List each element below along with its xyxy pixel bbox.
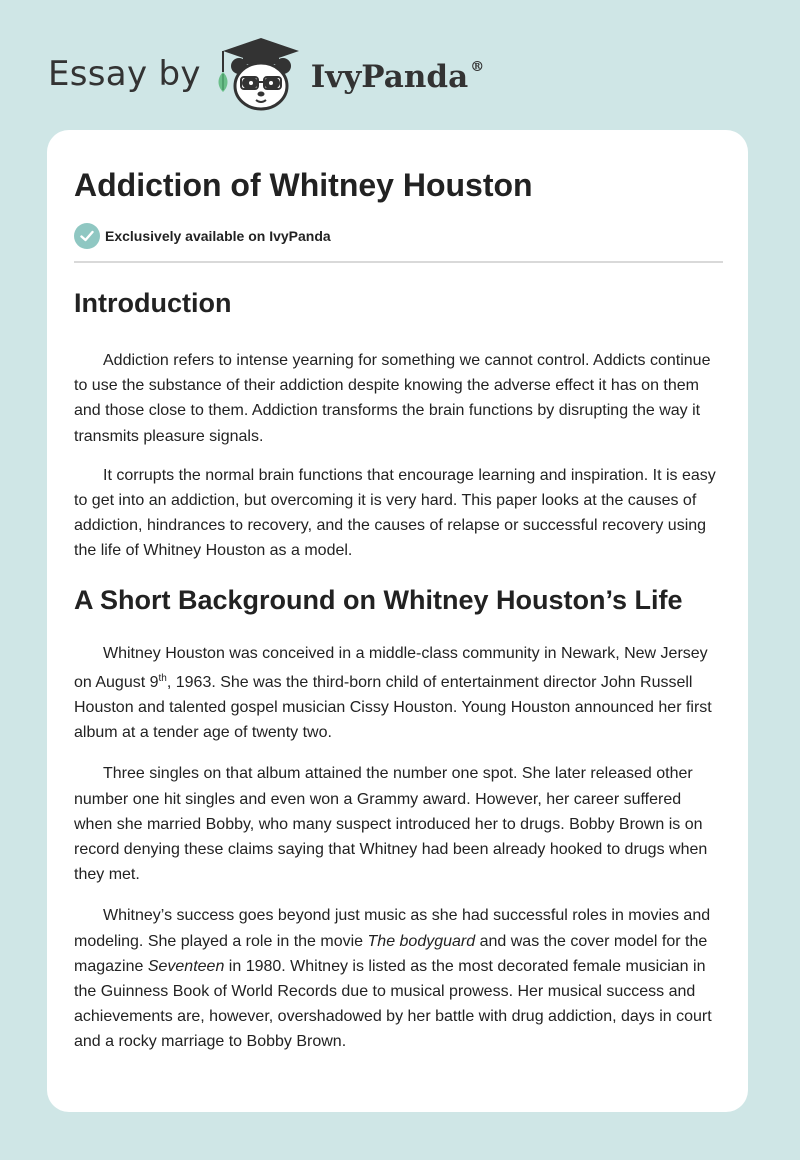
brand-name-text: IvyPanda [310, 59, 469, 95]
paragraph: Three singles on that album attained the number one spot. She later released other number one hit singles and even won a Grammy award. However, her career suffered when she married Bobby, who many suspect introduced her to drugs. Bobby Brown is on record denying these claims saying that Whitney had been already hooked to drugs when they met. [74, 765, 708, 884]
registered-mark: ® [470, 59, 485, 75]
brand-header [48, 34, 484, 114]
panda-logo-icon[interactable] [215, 34, 307, 114]
paragraph-text: Whitney’s success goes beyond just music as she had successful roles in movies and modeling. She played a role in the movie [74, 907, 711, 950]
paragraph [74, 903, 722, 1054]
section-heading-introduction: Introduction [74, 288, 232, 318]
paragraph: It corrupts the normal brain functions that encourage learning and inspiration. It is easy to get into an addiction, but overcoming it is very hard. This paper looks at the causes of addiction, hindrances to recovery, and the causes of relapse or successful recovery using the life of Whitney Houston as a model. [74, 466, 716, 560]
brand-name [311, 59, 484, 95]
magazine-title: Seventeen [147, 957, 225, 975]
article-title: Addiction of Whitney Houston [74, 167, 533, 203]
section-heading-background: A Short Background on Whitney Houston’s Life [74, 584, 683, 615]
paragraph-text: and was the cover model for the magazine [74, 932, 708, 975]
divider [74, 261, 723, 263]
paragraph-text: , 1963. She was the third-born child of entertainment director John Russell Houston and talented gospel musician Cissy Houston. Young Houston announced her first album at a tender age of twenty two. [74, 673, 712, 742]
paragraph [74, 641, 722, 746]
paragraph-text: in 1980. Whitney is listed as the most decorated female musician in the Guinness Book of World Records due to musical prowess. Her musical success and achievements are, however, overshadowed by her battle with drug addiction, days in court and a rocky marriage to Bobby Brown. [74, 957, 712, 1051]
exclusive-badge [74, 223, 722, 249]
check-icon [74, 223, 100, 249]
article-card [47, 130, 748, 1112]
ordinal-suffix: th [158, 672, 167, 684]
paragraph-text: Whitney Houston was conceived in a middle-class community in Newark, New Jersey on August 9 [74, 644, 708, 691]
badge-text: Exclusively available on IvyPanda [105, 228, 331, 244]
movie-title: The bodyguard [367, 932, 476, 950]
brand-prefix: Essay by [48, 54, 201, 94]
paragraph: Addiction refers to intense yearning for something we cannot control. Addicts continue to use the substance of their addiction despite knowing the adverse effect it has on them and those close to them. Addiction transforms the brain functions by disrupting the way it transmits pleasure signals. [74, 352, 711, 445]
